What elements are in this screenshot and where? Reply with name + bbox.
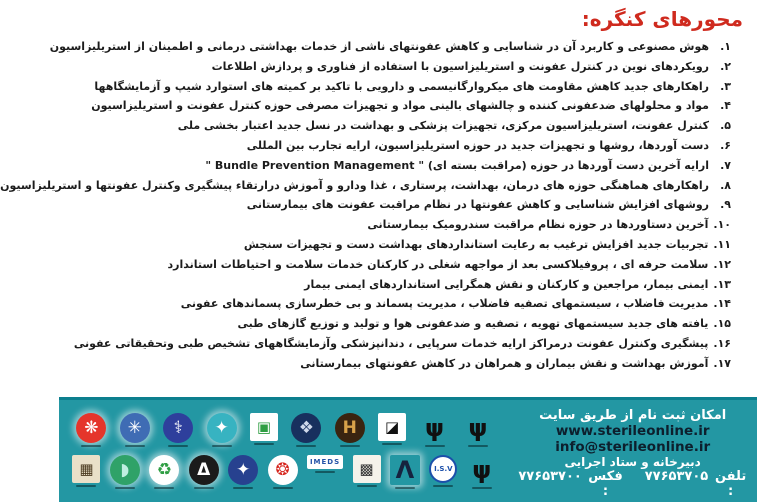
topic-item [73, 354, 731, 374]
page-title: محورهای کنگره: [581, 7, 743, 31]
red-crescent-globe-logo-icon: ❋ [76, 413, 106, 443]
topic-text: پیشگیری وکنترل عفونت درمراکز ارایه خدمات سرپایی ، دندانپزشکی وآزمایشگاههای تشخیص طبی وتحقیقاتی عفونی [73, 336, 709, 350]
topic-number: ۸. [720, 178, 731, 192]
sponsor-logos-row-1 [63, 413, 506, 447]
standards-frame-logo-icon: ▣ [250, 413, 278, 441]
emergency-medical-star-logo [163, 413, 193, 447]
monument-tower-logo [390, 455, 420, 489]
ornament-square-logo-icon: ▩ [353, 455, 381, 483]
email-link[interactable]: info@sterileonline.ir [555, 439, 711, 455]
topic-number: ۶. [720, 138, 731, 152]
topic-number: ۱۰. [713, 218, 731, 232]
topic-item [73, 57, 731, 77]
topic-text: راهکارهای هماهنگی حوزه های درمان، بهداشت، پرستاری ، غذا ودارو و آموزش درارتقاء پیشگیری وکنترل عفونتها و استریلیزاسیون [0, 178, 709, 192]
standard-institute-logo [378, 413, 406, 445]
logo-caption-bar [273, 487, 293, 489]
scientific-society-logo [268, 455, 298, 489]
logo-caption-bar [395, 487, 415, 489]
topic-number: ۴. [720, 99, 731, 113]
fax-label: فکس : [588, 469, 623, 499]
phone-label: تلفن : [714, 469, 747, 499]
topic-number: ۱۵. [713, 317, 731, 331]
topic-text: کنترل عفونت، استریلیزاسیون مرکزی، تجهیزات پزشکی و بهداشت در نسل جدید اعتبار بخشی ملی [177, 119, 709, 133]
phone-number: ۷۷۶۵۳۷۰۵ [644, 469, 709, 484]
ministry-of-health-emblem-logo-icon: ψ [424, 413, 445, 442]
food-and-drug-apple-logo-icon: ◗ [110, 455, 140, 485]
topic-number: ۲. [720, 59, 731, 73]
standard-institute-logo-icon: ◪ [378, 413, 406, 441]
topic-item [73, 215, 731, 235]
topic-text: یافته های جدید سیستمهای تهویه ، تصفیه و ضدعفونی هوا و تولید و توزیع گازهای طبی [237, 317, 709, 331]
topic-number: ۳. [720, 79, 731, 93]
education-emblem-logo [467, 455, 497, 489]
topic-text: مدیریت فاضلاب ، سیستمهای تصفیه فاضلاب ، مدیریت پسماند و بی خطرسازی پسماندهای عفونی [180, 297, 709, 311]
hospital-h-logo [335, 413, 365, 447]
government-emblem-logo-icon: ψ [468, 413, 488, 442]
topic-item [73, 116, 731, 136]
topic-number: ۱۶. [713, 336, 731, 350]
logo-caption-bar [115, 487, 135, 489]
oil-ministry-flame-logo [189, 455, 219, 489]
logo-caption-bar [154, 487, 174, 489]
university-calligraphy-logo [72, 455, 100, 487]
pasteur-bird-logo-icon: ✦ [207, 413, 237, 443]
imeds-logo-icon: IMEDS [307, 455, 343, 469]
topic-item [73, 235, 731, 255]
topic-text: آموزش بهداشت و نقش بیماران و همراهان در کاهش عفونتهای بیمارستانی [300, 356, 709, 370]
logo-caption-bar [125, 445, 145, 447]
logo-caption-bar [212, 445, 232, 447]
topic-item [73, 334, 731, 354]
logo-caption-bar [340, 445, 360, 447]
registration-note: امکان ثبت نام از طریق سایت [539, 408, 727, 423]
topic-number: ۱۱. [713, 237, 731, 251]
topic-text: تجربیات جدید افزایش ترغیب به رعایت استانداردهای بهداشت دست و تجهیزات سنجش [243, 237, 709, 251]
topic-text: ایمنی بیمار، مراجعین و کارکنان و نقش همگرایی استانداردهای ایمنی بیمار [304, 277, 709, 291]
imeds-logo [307, 455, 343, 473]
congress-topics-list [0, 34, 757, 374]
food-and-drug-apple-logo [110, 455, 140, 489]
scientific-society-logo-icon: ❂ [268, 455, 298, 485]
topic-number: ۵. [720, 119, 731, 133]
isv-society-logo-icon: I.S.V [429, 455, 457, 483]
footer-band [59, 397, 757, 502]
green-management-logo-icon: ♻ [149, 455, 179, 485]
contact-block [512, 400, 757, 502]
phone-fax-line [518, 469, 747, 499]
sponsor-logos-row-2 [63, 455, 506, 489]
hospital-h-logo-icon: H [335, 413, 365, 443]
secretariat-label: دبیرخانه و ستاد اجرایی [564, 455, 701, 469]
emergency-medical-star-logo-icon: ⚕ [163, 413, 193, 443]
topic-item [73, 275, 731, 295]
logo-caption-bar [425, 445, 445, 447]
topic-number: ۹. [720, 198, 731, 212]
pasteur-bird-logo [207, 413, 237, 447]
sharif-university-logo [228, 455, 258, 489]
topic-number: ۱۷. [713, 356, 731, 370]
logo-caption-bar [357, 485, 377, 487]
sharif-university-logo-icon: ✦ [228, 455, 258, 485]
topic-text: روشهای افزایش شناسایی و کاهش عفونتها در نظام مراقبت عفونت های بیمارستانی [246, 198, 709, 212]
topic-text: مواد و محلولهای ضدعفونی کننده و چالشهای بالینی مواد و تجهیزات مصرفی حوزه کنترل عفونت و استریلیزاسیون [91, 99, 709, 113]
topic-text: راهکارهای جدید کاهش مقاومت های میکروارگانیسمی و دارویی با تاکید بر کمیته های استوارد شیپ و آزمایشگاهها [94, 79, 709, 93]
topic-item [73, 156, 731, 176]
logo-caption-bar [433, 485, 453, 487]
research-network-logo [120, 413, 150, 447]
topic-text: هوش مصنوعی و کاربرد آن در شناسایی و کاهش عفونتهای ناشی از خدمات بهداشتی درمانی و اطمینان از استریلیزاسیون [49, 40, 709, 53]
logo-caption-bar [254, 443, 274, 445]
research-network-logo-icon: ✳ [120, 413, 150, 443]
topic-item [73, 294, 731, 314]
spacer [629, 469, 639, 499]
logo-caption-bar [76, 485, 96, 487]
isv-society-logo [429, 455, 457, 487]
logo-caption-bar [81, 445, 101, 447]
website-link[interactable]: www.sterileonline.ir [555, 423, 710, 439]
logo-caption-bar [468, 445, 488, 447]
topic-number: ۱. [720, 40, 731, 53]
topic-item [73, 77, 731, 97]
topic-number: ۱۳. [713, 277, 731, 291]
topic-item [0, 176, 731, 196]
topic-text: آخرین دستاوردها در حوزه نظام مراقبت سندرومیک بیمارستانی [367, 218, 709, 232]
fax-number: ۷۷۶۵۳۷۰۰ [518, 469, 582, 484]
government-emblem-logo [463, 413, 493, 447]
standards-frame-logo [250, 413, 278, 445]
university-calligraphy-logo-icon: ▦ [72, 455, 100, 483]
oil-ministry-flame-logo-icon: Δ [189, 455, 219, 485]
topic-text: ارایه آخرین دست آوردها در حوزه (مراقبت بسته ای) " Bundle Prevention Management " [205, 158, 709, 172]
logo-caption-bar [472, 487, 492, 489]
topic-number: ۷. [720, 158, 731, 172]
sponsor-logos-area [59, 400, 512, 502]
ornament-square-logo [353, 455, 381, 487]
logo-caption-bar [382, 443, 402, 445]
logo-caption-bar [315, 471, 335, 473]
topic-item [73, 96, 731, 116]
topic-item [73, 136, 731, 156]
topic-item [73, 195, 731, 215]
topic-item [73, 314, 731, 334]
education-emblem-logo-icon: ψ [472, 456, 492, 485]
green-management-logo [149, 455, 179, 489]
topic-number: ۱۴. [713, 297, 731, 311]
topic-number: ۱۲. [713, 257, 731, 271]
social-security-logo-icon: ❖ [291, 413, 321, 443]
topic-text: رویکردهای نوین در کنترل عفونت و استریلیزاسیون با استفاده از فناوری و پردازش اطلاعات [211, 59, 709, 73]
logo-caption-bar [168, 445, 188, 447]
topic-item [73, 255, 731, 275]
red-crescent-globe-logo [76, 413, 106, 447]
social-security-logo [291, 413, 321, 447]
topic-text: دست آوردها، روشها و تجهیزات جدید در حوزه استریلیزاسیون، ارایه تجارب بین المللی [246, 138, 709, 152]
ministry-of-health-emblem-logo [420, 413, 450, 447]
logo-caption-bar [194, 487, 214, 489]
logo-caption-bar [296, 445, 316, 447]
logo-caption-bar [233, 487, 253, 489]
topic-item [49, 37, 731, 57]
monument-tower-logo-icon: Λ [390, 455, 420, 485]
topic-text: سلامت حرفه ای ، پروفیلاکسی بعد از مواجهه شغلی در کارکنان خدمات سلامت و احتیاطات استاندارد [167, 257, 709, 271]
